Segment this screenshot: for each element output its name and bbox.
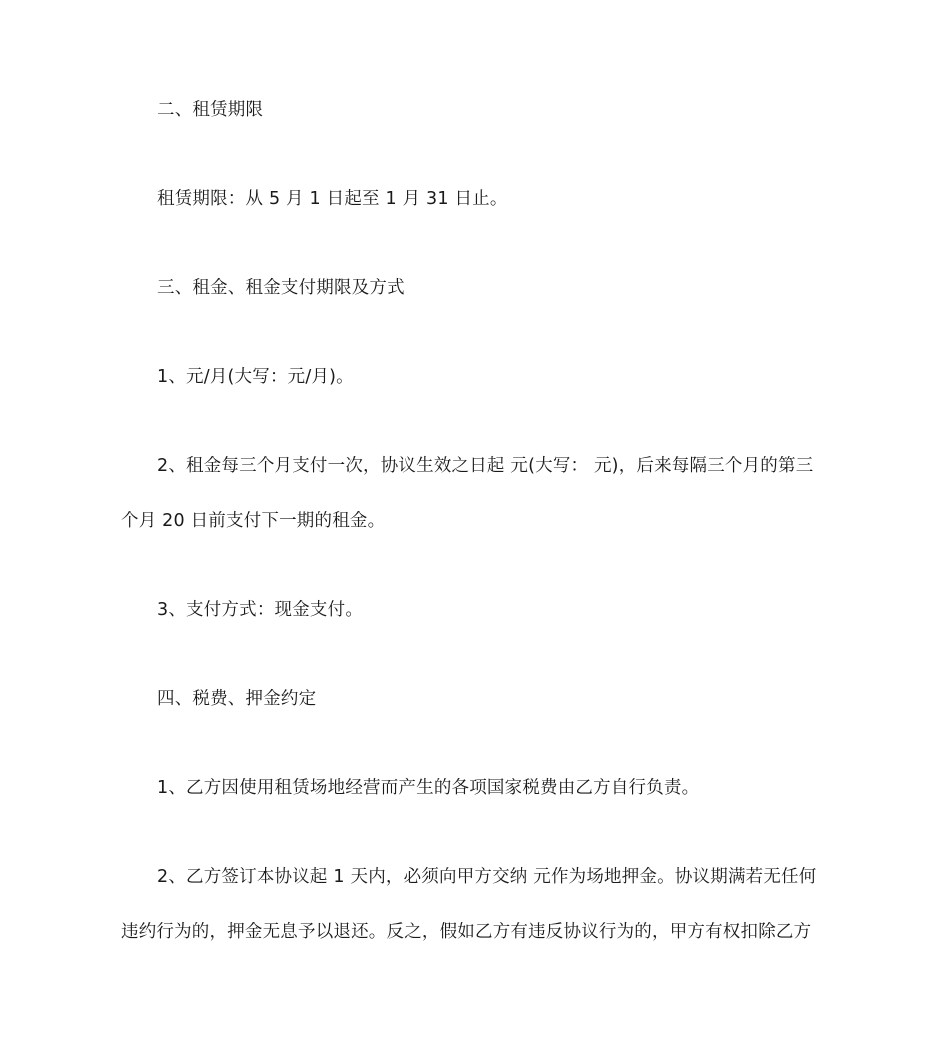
paragraph-taxes: 1、乙方因使用租赁场地经营而产生的各项国家税费由乙方自行负责。 [157,778,700,798]
section-heading-tax-deposit: 四、税费、押金约定 [157,689,317,709]
section-heading-rent-payment: 三、租金、租金支付期限及方式 [157,278,405,298]
paragraph-rent-amount: 1、元/月(大写：元/月)。 [157,367,354,387]
paragraph-deposit-line2: 违约行为的，押金无息予以退还。反之，假如乙方有违反协议行为的，甲方有权扣除乙方 [121,922,812,942]
paragraph-payment-method: 3、支付方式：现金支付。 [157,600,364,620]
section-heading-lease-term: 二、租赁期限 [157,100,264,120]
paragraph-deposit-line1: 2、乙方签订本协议起 1 天内，必须向甲方交纳 元作为场地押金。协议期满若无任何 [157,867,817,887]
paragraph-rent-schedule-line2: 个月 20 日前支付下一期的租金。 [121,511,386,531]
paragraph-lease-term: 租赁期限：从 5 月 1 日起至 1 月 31 日止。 [157,189,508,209]
paragraph-rent-schedule-line1: 2、租金每三个月支付一次，协议生效之日起 元(大写： 元)，后来每隔三个月的第三 [157,456,814,476]
